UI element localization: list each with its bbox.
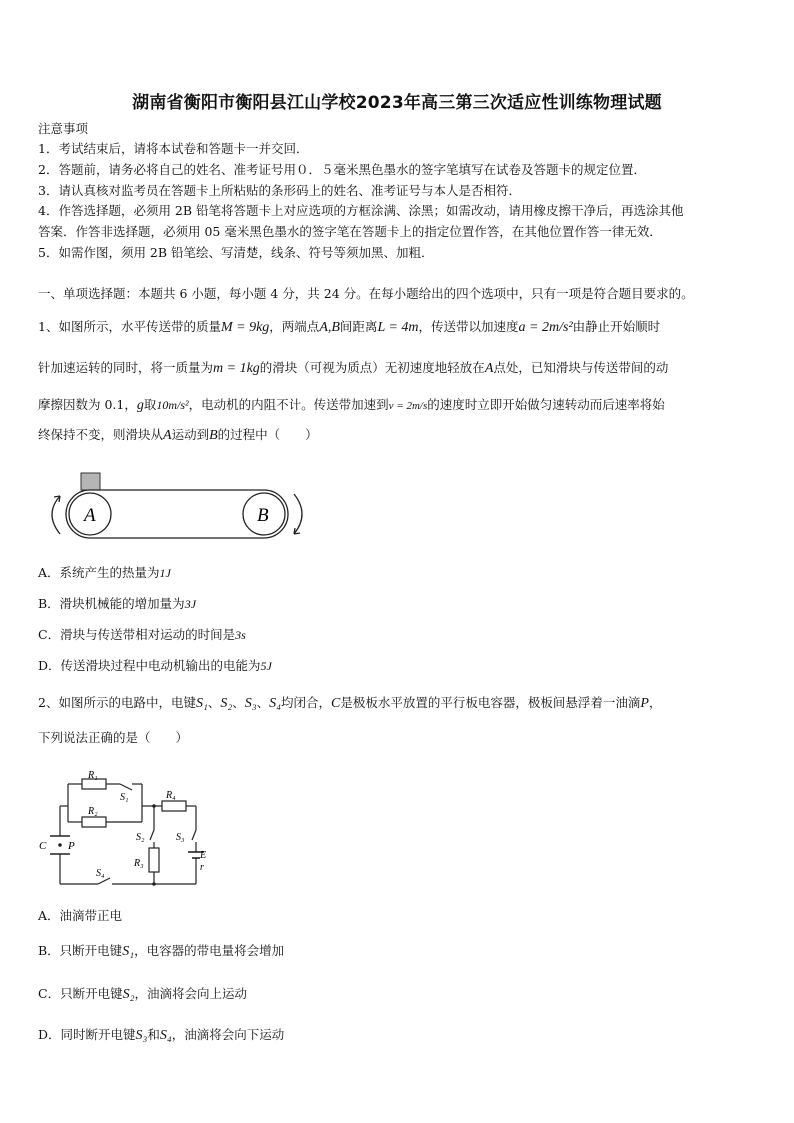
notice-item: 答案．作答非选择题，必须用 05 毫米黑色墨水的签字笔在答题卡上的指定位置作答，在其他位置作答一律无效． (38, 224, 662, 239)
q1-point-a: A (163, 428, 172, 443)
option-value: 1J (159, 566, 171, 580)
notice-item: 5．如需作图，须用 2B 铅笔绘、写清楚，线条、符号等须加黑、加粗． (38, 245, 434, 260)
label-s4: S₄ (96, 868, 105, 879)
pulley-b-label: B (257, 505, 269, 526)
label-e: E (200, 850, 207, 861)
q2-option-b (38, 941, 284, 960)
option-text: D．传送滑块过程中电动机输出的电能为 (38, 658, 261, 673)
page-title: 湖南省衡阳市衡阳县江山学校2023年高三第三次适应性训练物理试题 (132, 93, 662, 113)
q1-text: ，传送带以加速度 (418, 319, 519, 334)
q1-option-b (38, 594, 196, 612)
option-value: 3s (235, 628, 246, 642)
switch-s1: S₁ (195, 696, 208, 711)
q1-ab: A,B (319, 320, 340, 335)
option-text: A．系统产生的热量为 (38, 565, 160, 580)
notice-item: 4．作答选择题，必须用 2B 铅笔将答题卡上对应选项的方框涂满、涂黑；如需改动，请用橡皮擦干净后，再选涂其他 (38, 203, 684, 218)
switch-s2: S₂ (220, 696, 233, 711)
label-r3: R₃ (134, 858, 144, 869)
q2-option-a: A．油滴带正电 (38, 908, 123, 923)
label-r1: R₁ (88, 770, 98, 781)
label-p: P (68, 840, 75, 852)
q1-text: 的速度时立即开始做匀速转动而后速率将始 (427, 397, 665, 412)
pulley-a-label: A (84, 505, 96, 526)
q1-text: 终保持不变，则滑块从 (38, 427, 164, 442)
q1-text: 间距离 (339, 319, 378, 334)
q2-text: 、 (232, 695, 245, 710)
option-value: 3J (184, 597, 197, 611)
q1-accel: a = 2m/s² (518, 320, 573, 335)
option-text: ，油滴将会向上运动 (134, 986, 247, 1001)
section-heading: 一、单项选择题：本题共 6 小题，每小题 4 分，共 24 分。在每小题给出的四个选项中，只有一项是符合题目要求的。 (38, 286, 694, 301)
q1-line3 (38, 395, 665, 414)
switch-label: S₃ (135, 1028, 148, 1043)
option-text: B．只断开电键 (38, 943, 123, 958)
option-text: B．滑块机械能的增加量为 (38, 596, 185, 611)
q2-text: 、 (256, 695, 270, 710)
option-text: C．只断开电键 (38, 986, 123, 1001)
q1-text: ，两端点 (269, 319, 320, 334)
q1-option-a (38, 563, 171, 581)
switch-label: S₁ (122, 944, 135, 959)
oil-drop-p: P (640, 696, 649, 711)
q1-text: 运动到 (171, 427, 210, 442)
conveyor-belt-figure (40, 466, 320, 548)
circuit-diagram-figure (36, 768, 216, 890)
label-c: C (39, 840, 47, 852)
option-text: 和 (147, 1027, 160, 1042)
option-text: D．同时断开电键 (38, 1027, 136, 1042)
q1-gval: 10m/s² (156, 398, 189, 412)
capacitor-c: C (331, 696, 341, 711)
q2-text: 是极板水平放置的平行板电容器，极板间悬浮着一油滴 (340, 695, 641, 710)
q1-speed: v = 2m/s (388, 400, 428, 412)
q1-option-c (38, 625, 246, 643)
label-r4: R₄ (166, 790, 176, 801)
q1-text: 1、如图所示，水平传送带的质量 (38, 319, 221, 334)
q1-point-a: A (484, 361, 494, 376)
q2-option-d (38, 1025, 284, 1044)
q2-text: 均闭合， (281, 695, 332, 710)
label-r2: R₂ (88, 806, 98, 817)
q1-text: 的滑块（可视为质点）无初速度地轻放在 (259, 360, 485, 375)
label-s2: S₂ (136, 832, 145, 843)
q1-small-mass: m = 1kg (213, 361, 260, 376)
slider-block (81, 473, 100, 490)
q1-text: 摩擦因数为 0.1， (38, 397, 137, 412)
q1-text: 取 (143, 397, 157, 412)
notice-heading: 注意事项 (38, 121, 89, 136)
notice-item: 2．答题前，请务必将自己的姓名、准考证号用０．５毫米黑色墨水的签字笔填写在试卷及答题卡的规定位置． (38, 162, 646, 177)
option-text: ，油滴将会向下运动 (171, 1027, 285, 1042)
label-s3: S₃ (176, 832, 185, 843)
option-text: ，电容器的带电量将会增加 (134, 943, 285, 958)
q1-length: L = 4m (377, 320, 419, 335)
q2-line1 (38, 693, 661, 712)
q2-text: 、 (207, 695, 221, 710)
notice-item: 1．考试结束后，请将本试卷和答题卡一并交回． (38, 141, 309, 156)
q1-g: g (136, 398, 144, 413)
rotation-arrow-right (294, 494, 302, 534)
option-value: 5J (260, 659, 272, 673)
switch-s3: S₃ (244, 696, 257, 711)
q1-text: 针加速运转的同时，将一质量为 (38, 360, 214, 375)
q1-text: 的过程中（ ） (217, 427, 318, 442)
q1-line2 (38, 358, 668, 377)
q2-text: ， (648, 695, 662, 710)
option-text: C．滑块与传送带相对运动的时间是 (38, 627, 236, 642)
label-s1: S₁ (120, 792, 129, 803)
q1-line1 (38, 317, 660, 336)
q1-point-b: B (209, 428, 218, 443)
q1-option-d (38, 656, 272, 674)
switch-label: S₂ (122, 987, 135, 1002)
q1-mass: M = 9kg (220, 320, 270, 335)
switch-label: S₄ (159, 1028, 172, 1043)
q1-line4 (38, 425, 318, 444)
q2-line2: 下列说法正确的是（ ） (38, 730, 189, 745)
notice-item: 3．请认真核对监考员在答题卡上所粘贴的条形码上的姓名、准考证号与本人是否相符． (38, 183, 521, 198)
q1-text: ，电动机的内阻不计。传送带加速到 (188, 397, 389, 412)
q2-option-c (38, 984, 247, 1003)
q1-text: 点处，已知滑块与传送带间的动 (493, 360, 669, 375)
q1-text: 由静止开始顺时 (572, 319, 661, 334)
switch-s4: S₄ (269, 696, 282, 711)
q2-text: 2、如图所示的电路中，电键 (38, 695, 196, 710)
label-r: r (200, 862, 204, 873)
